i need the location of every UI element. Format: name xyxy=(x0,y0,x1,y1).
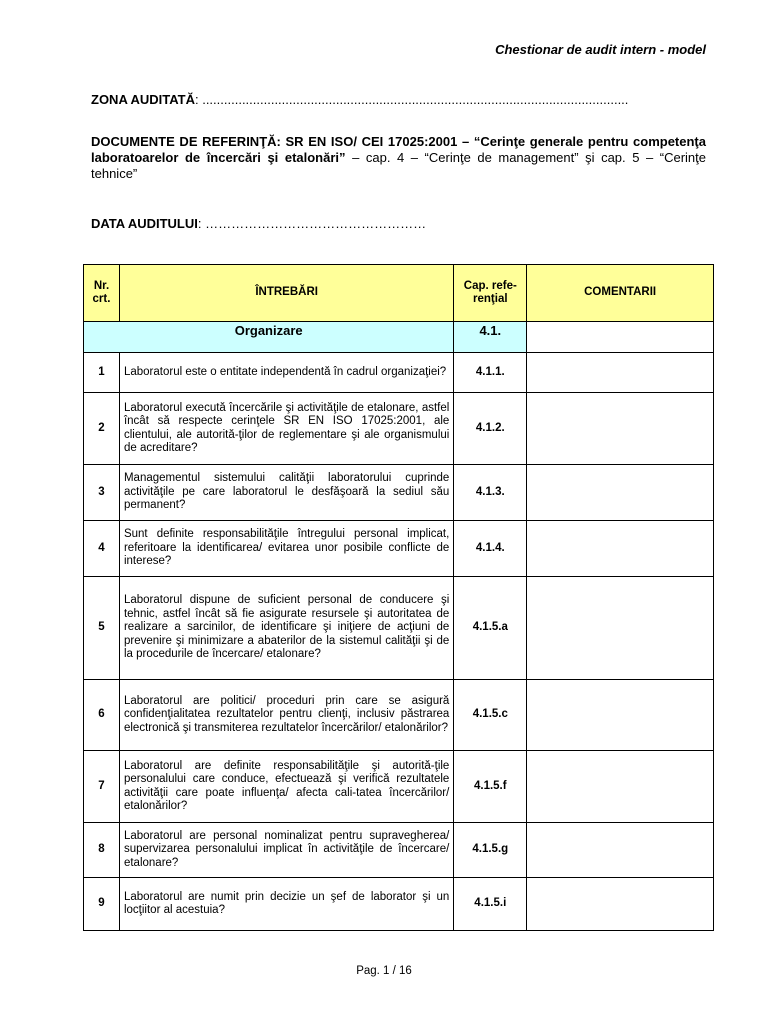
table-row xyxy=(84,353,714,393)
audit-date-line xyxy=(91,216,706,232)
question-reference: 4.1.3. xyxy=(454,465,527,521)
audit-date-value: : …………………………………………… xyxy=(197,216,427,231)
question-reference: 4.1.1. xyxy=(454,353,527,393)
comment-cell[interactable] xyxy=(527,353,714,393)
comment-cell[interactable] xyxy=(527,878,714,931)
header-nr: Nr. crt. xyxy=(84,265,120,322)
question-text: Laboratorul este o entitate independentă în cadrul organizaţiei? xyxy=(119,353,453,393)
page-number: Pag. 1 / 16 xyxy=(356,965,412,977)
question-reference: 4.1.5.a xyxy=(454,577,527,680)
reference-documents-paragraph xyxy=(91,134,706,182)
question-text: Laboratorul are personal nominalizat pentru supravegherea/ supervizarea personalului implicat în activităţile de încercare/ etalonare? xyxy=(119,823,453,878)
question-reference: 4.1.5.i xyxy=(454,878,527,931)
question-number: 2 xyxy=(84,393,120,465)
section-comment-cell[interactable] xyxy=(527,322,714,353)
audited-zone-value: : ...................................................................................................................... xyxy=(194,92,629,107)
comment-cell[interactable] xyxy=(527,465,714,521)
header-questions: ÎNTREBĂRI xyxy=(119,265,453,322)
table-row xyxy=(84,465,714,521)
audit-date-label: DATA AUDITULUI xyxy=(91,216,198,231)
section-row xyxy=(84,322,714,353)
reference-documents-label: DOCUMENTE DE REFERINŢĂ xyxy=(91,134,277,149)
question-text: Laboratorul are numit prin decizie un şef de laborator şi un locţiitor al acestuia? xyxy=(119,878,453,931)
table-row xyxy=(84,680,714,751)
question-number: 5 xyxy=(84,577,120,680)
question-number: 8 xyxy=(84,823,120,878)
comment-cell[interactable] xyxy=(527,577,714,680)
comment-cell[interactable] xyxy=(527,521,714,577)
question-text: Managementul sistemului calităţii laboratorului cuprinde activităţile pe care laboratorul le desfăşoară la sediul său permanent? xyxy=(119,465,453,521)
audit-questionnaire-table xyxy=(83,264,714,931)
table-row xyxy=(84,393,714,465)
question-number: 1 xyxy=(84,353,120,393)
question-text: Laboratorul are politici/ proceduri prin care se asigură confidenţialitatea rezultatelor pentru clienţi, inclusiv păstrarea electronică şi transmiterea rezultatelor încercărilor/ etalonărilor? xyxy=(119,680,453,751)
comment-cell[interactable] xyxy=(527,823,714,878)
question-number: 7 xyxy=(84,751,120,823)
question-text: Laboratorul dispune de suficient personal de conducere şi tehnic, astfel încât să fie asigurate resursele şi autoritatea de realizare a sarcinilor, de identificare şi iniţiere de acţiuni de prevenire şi minimizare a abaterilor de la sistemul calităţii şi de la procedurile de încercare/ etalonare? xyxy=(119,577,453,680)
table-row xyxy=(84,751,714,823)
audited-zone-line xyxy=(91,92,706,108)
comment-cell[interactable] xyxy=(527,393,714,465)
document-title: Chestionar de audit intern - model xyxy=(495,42,706,57)
question-text: Laboratorul are definite responsabilităţile şi autorită-ţile personalului care conduce, efectuează şi verifică rezultatele activităţii care poate influenţa/ afecta cali-tatea încercărilor/ etalonărilor? xyxy=(119,751,453,823)
audited-zone-label: ZONA AUDITATĂ xyxy=(91,92,195,107)
comment-cell[interactable] xyxy=(527,680,714,751)
question-text: Laboratorul execută încercările şi activităţile de etalonare, astfel încât să respecte cerinţele SR EN ISO 17025:2001, ale clientului, ale autorită-ţilor de reglementare şi ale organismului de acreditare? xyxy=(119,393,453,465)
header-comments: COMENTARII xyxy=(527,265,714,322)
comment-cell[interactable] xyxy=(527,751,714,823)
question-reference: 4.1.5.c xyxy=(454,680,527,751)
question-number: 3 xyxy=(84,465,120,521)
section-title: Organizare xyxy=(84,322,454,353)
question-reference: 4.1.5.g xyxy=(454,823,527,878)
question-reference: 4.1.4. xyxy=(454,521,527,577)
table-header-row xyxy=(84,265,714,322)
table-row xyxy=(84,878,714,931)
question-number: 6 xyxy=(84,680,120,751)
reference-chapters: – cap. 4 – “Cerinţe de management” şi cap. 5 – “Cerinţe tehnice” xyxy=(91,150,706,181)
section-reference: 4.1. xyxy=(454,322,527,353)
reference-standard: : SR EN ISO/ CEI 17025:2001 – xyxy=(276,134,470,149)
question-reference: 4.1.5.f xyxy=(454,751,527,823)
reference-standard-title: “Cerinţe generale pentru competenţa laboratoarelor de încercări şi etalonări” xyxy=(91,134,706,165)
question-number: 4 xyxy=(84,521,120,577)
header-reference-chapter: Cap. refe-renţial xyxy=(454,265,527,322)
table-row xyxy=(84,577,714,680)
question-reference: 4.1.2. xyxy=(454,393,527,465)
table-row xyxy=(84,823,714,878)
question-text: Sunt definite responsabilităţile întregului personal implicat, referitoare la identificarea/ evitarea unor posibile conflicte de interese? xyxy=(119,521,453,577)
question-number: 9 xyxy=(84,878,120,931)
table-row xyxy=(84,521,714,577)
